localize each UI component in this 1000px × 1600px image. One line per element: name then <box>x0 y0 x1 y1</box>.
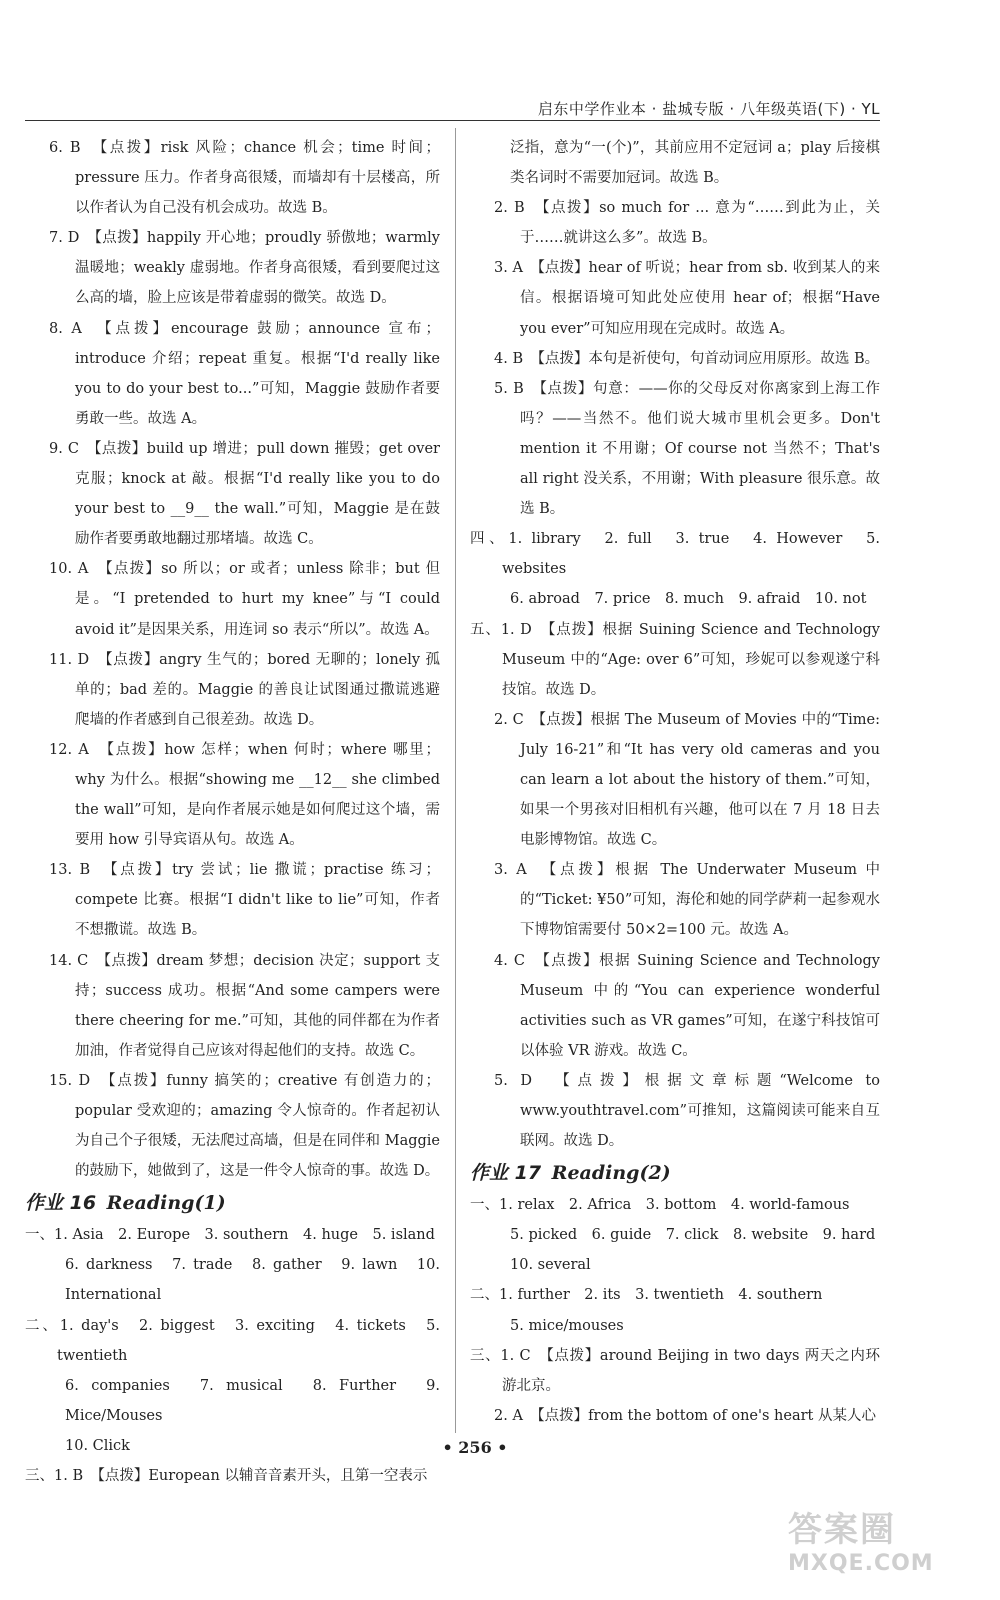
homework-number: 作业 16 <box>25 1192 97 1215</box>
answer-item: 10. Click <box>65 1437 130 1454</box>
answer-section: 二、1. further 2. its 3. twentieth 4. southern <box>470 1287 823 1304</box>
homework-title: Reading(2) <box>545 1162 671 1185</box>
answer-item: 3. A 【点拨】根据 The Underwater Museum 中的“Ticket: ¥50”可知，海伦和她的同学萨莉一起参观水下博物馆需要付 50×2=100 元。故选 A。 <box>494 862 880 939</box>
answer-item: 5. mice/mouses <box>510 1317 624 1334</box>
answer-section: 一、1. Asia 2. Europe 3. southern 4. huge 5. island <box>25 1227 435 1244</box>
homework-title: Reading(1) <box>100 1192 226 1215</box>
answer-item: 11. D 【点拨】angry 生气的；bored 无聊的；lonely 孤单的；bad 差的。Maggie 的善良让试图通过撒谎逃避爬墙的作者感到自己很差劲。故选 D。 <box>49 651 440 728</box>
running-header: 启东中学作业本 · 盐城专版 · 八年级英语(下) · YL <box>25 98 880 121</box>
answer-section: 三、1. B 【点拨】European 以辅音音素开头，且第一空表示 <box>25 1468 428 1485</box>
answer-item: 5. picked 6. guide 7. click 8. website 9. hard <box>510 1227 876 1244</box>
answer-item: 7. D 【点拨】happily 开心地；proudly 骄傲地；warmly 温暖地；weakly 虚弱地。作者身高很矮，看到要爬过这么高的墙，脸上应该是带着虚弱的微笑。故选 D。 <box>49 230 440 307</box>
answer-item: 4. B 【点拨】本句是祈使句，句首动词应用原形。故选 B。 <box>494 350 880 367</box>
answer-section: 一、1. relax 2. Africa 3. bottom 4. world-famous <box>470 1197 850 1214</box>
answer-item: 8. A 【点拨】encourage 鼓励；announce 宣布；introduce 介绍；repeat 重复。根据“I'd really like you to do your best to...”可知，Maggie 鼓励作者要勇敢一些。故选 A。 <box>49 320 440 427</box>
answer-item: 2. A 【点拨】from the bottom of one's heart 从某人心 <box>494 1407 876 1424</box>
section-heading <box>470 1156 880 1190</box>
answer-item: 6. darkness 7. trade 8. gather 9. lawn 10. International <box>65 1257 440 1304</box>
answer-item: 14. C 【点拨】dream 梦想；decision 决定；support 支持；success 成功。根据“And some campers were there cheering for me.”可知，其他的同伴都在为作者加油，作者觉得自己应该对得起他们的支持。故选 C。 <box>49 952 440 1059</box>
answer-section: 五、1. D 【点拨】根据 Suining Science and Technology Museum 中的“Age: over 6”可知，珍妮可以参观遂宁科技馆。故选 D。 <box>470 621 880 698</box>
answer-section: 二、1. day's 2. biggest 3. exciting 4. tickets 5. twentieth <box>25 1317 440 1364</box>
section-heading <box>25 1186 440 1220</box>
answer-item: 13. B 【点拨】try 尝试；lie 撒谎；practise 练习；compete 比赛。根据“I didn't like to lie”可知，作者不想撒谎。故选 B。 <box>49 862 440 939</box>
answer-item: 10. A 【点拨】so 所以；or 或者；unless 除非；but 但是。“I pretended to hurt my knee”与“I could avoid it”是因果关系，用连词 so 表示“所以”。故选 A。 <box>49 561 440 638</box>
page-number: • 256 • <box>442 1438 508 1457</box>
answer-item: 5. D 【点拨】根据文章标题“Welcome to www.youthtravel.com”可推知，这篇阅读可能来自互联网。故选 D。 <box>494 1072 880 1150</box>
answer-item: 12. A 【点拨】how 怎样；when 何时；where 哪里；why 为什么。根据“showing me __12__ she climbed the wall”可知，是向作者展示她是如何爬过这个墙，需要用 how 引导宾语从句。故选 A。 <box>49 741 440 849</box>
answer-section: 四、1. library 2. full 3. true 4. However 5. websites <box>470 531 880 578</box>
watermark-url: MXQE.COM <box>788 1551 934 1576</box>
answer-item: 6. abroad 7. price 8. much 9. afraid 10. not <box>510 591 867 608</box>
answer-item: 6. companies 7. musical 8. Further 9. Mice/Mouses <box>65 1377 440 1424</box>
answer-item: 泛指，意为“一(个)”，其前应用不定冠词 a；play 后接棋类名词时不需要加冠词。故选 B。 <box>510 140 880 187</box>
left-column <box>25 133 440 1491</box>
column-divider <box>455 128 456 1433</box>
answer-item: 15. D 【点拨】funny 搞笑的；creative 有创造力的；popular 受欢迎的；amazing 令人惊奇的。作者起初认为自己个子很矮，无法爬过高墙，但是在同伴和 Maggie 的鼓励下，她做到了，这是一件令人惊奇的事。故选 D。 <box>49 1072 440 1180</box>
watermark-title: 答案圈 <box>788 1510 896 1550</box>
right-column <box>470 133 880 1431</box>
answer-item: 2. B 【点拨】so much for ... 意为“……到此为止，关于……就讲这么多”。故选 B。 <box>494 200 880 247</box>
answer-item: 5. B 【点拨】句意：——你的父母反对你离家到上海工作吗？——当然不。他们说大城市里机会更多。Don't mention it 不用谢；Of course not 当然不；That's all right 没关系，不用谢；With pleasure 很乐意。故选 B。 <box>494 380 880 518</box>
answer-item: 2. C 【点拨】根据 The Museum of Movies 中的“Time: July 16-21”和“It has very old cameras and you can learn a lot about the history of them.”可知，如果一个男孩对旧相机有兴趣，他可以在 7 月 18 日去电影博物馆。故选 C。 <box>494 711 880 849</box>
answer-item: 4. C 【点拨】根据 Suining Science and Technology Museum 中的“You can experience wonderful activities such as VR games”可知，在遂宁科技馆可以体验 VR 游戏。故选 C。 <box>494 952 880 1059</box>
answer-item: 6. B 【点拨】risk 风险；chance 机会；time 时间；pressure 压力。作者身高很矮，而墙却有十层楼高，所以作者认为自己没有机会成功。故选 B。 <box>49 140 440 217</box>
homework-number: 作业 17 <box>470 1162 542 1185</box>
answer-item: 9. C 【点拨】build up 增进；pull down 摧毁；get over 克服；knock at 敲。根据“I'd really like you to do your best to __9__ the wall.”可知，Maggie 是在鼓励作者要勇敢地翻过那堵墙。故选 C。 <box>49 440 440 548</box>
answer-item: 10. several <box>510 1257 591 1274</box>
watermark-logo <box>788 1502 978 1592</box>
answer-section: 三、1. C 【点拨】around Beijing in two days 两天之内环游北京。 <box>470 1347 880 1394</box>
answer-item: 3. A 【点拨】hear of 听说；hear from sb. 收到某人的来信。根据语境可知此处应使用 hear of；根据“Have you ever”可知应用现在完成时。故选 A。 <box>494 260 880 337</box>
